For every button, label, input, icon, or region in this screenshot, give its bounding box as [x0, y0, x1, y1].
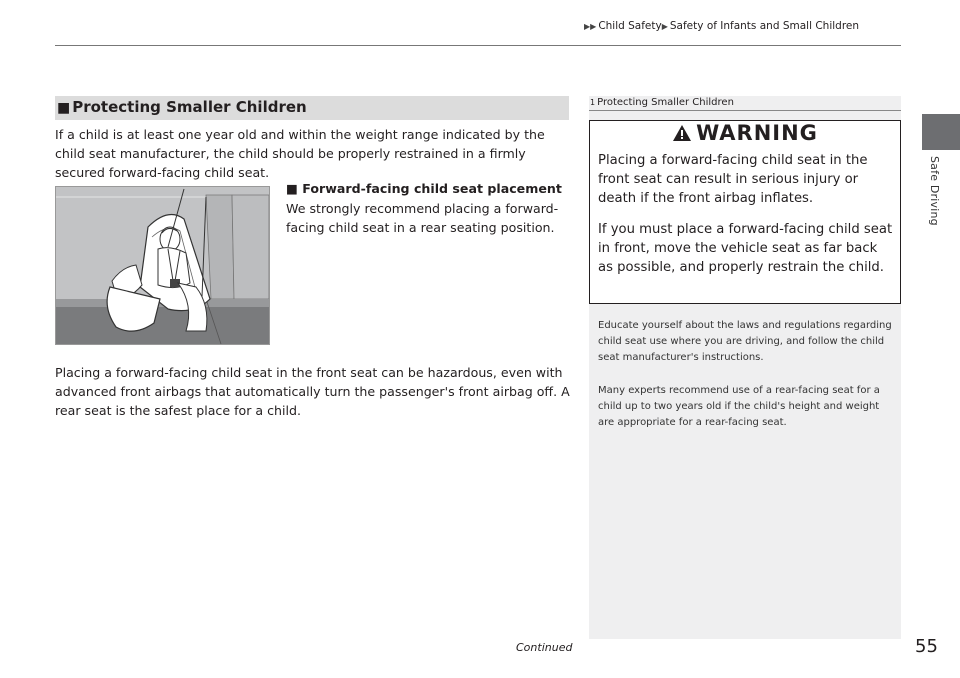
- chapter-tab-label: Safe Driving: [928, 156, 941, 226]
- subsection-paragraph: We strongly recommend placing a forward-facing child seat in a rear seating position.: [286, 201, 559, 235]
- child-seat-illustration-icon: [56, 187, 269, 344]
- side-note-1: Educate yourself about the laws and regulations regarding child seat use where you are driving, and follow the child seat manufacturer's instructions.: [598, 320, 892, 363]
- warning-title: [589, 121, 901, 145]
- header-divider: [55, 45, 901, 46]
- side-note-2: Many experts recommend use of a rear-facing seat for a child up to two years old if the child's height and weight are appropriate for a rear-facing seat.: [598, 385, 880, 428]
- breadcrumb: [584, 20, 900, 32]
- warning-triangle-icon: [672, 124, 692, 142]
- warning-title-text: WARNING: [696, 121, 818, 145]
- side-notes-heading-text: Protecting Smaller Children: [597, 97, 734, 108]
- breadcrumb-arrow-icon: ▶▶: [584, 22, 597, 31]
- breadcrumb-level1[interactable]: Child Safety: [598, 20, 662, 32]
- subsection-title-text: Forward-facing child seat placement: [302, 181, 562, 196]
- closing-paragraph: Placing a forward-facing child seat in the front seat can be hazardous, even with advanced front airbags that automatically turn the passenger's front airbag off. A rear seat is the safest place for a child.: [55, 365, 570, 418]
- breadcrumb-level2[interactable]: Safety of Infants and Small Children: [669, 20, 860, 32]
- breadcrumb-separator-icon: ▶: [661, 22, 668, 31]
- section-title-text: Protecting Smaller Children: [72, 98, 307, 116]
- side-notes-heading: [590, 97, 734, 108]
- section-title: [57, 98, 307, 116]
- continued-label: Continued: [516, 641, 573, 654]
- page-number: 55: [915, 636, 938, 657]
- warning-paragraph-1: Placing a forward-facing child seat in the front seat can result in serious injury or death if the front airbag inflates.: [598, 153, 868, 206]
- intro-paragraph: If a child is at least one year old and within the weight range indicated by the child seat manufacturer, the child should be properly restrained in a firmly secured forward-facing child seat.: [55, 127, 545, 180]
- child-seat-illustration: [55, 186, 270, 345]
- reference-icon: 1: [590, 98, 596, 107]
- side-notes-divider: [589, 110, 901, 111]
- subsection-title: [286, 181, 562, 196]
- subsection-bullet-icon: ■: [286, 181, 298, 196]
- section-bullet-icon: ■: [57, 100, 71, 116]
- warning-paragraph-2: If you must place a forward-facing child seat in front, move the vehicle seat as far back as possible, and properly restrain the child.: [598, 222, 893, 275]
- chapter-tab[interactable]: [922, 114, 960, 150]
